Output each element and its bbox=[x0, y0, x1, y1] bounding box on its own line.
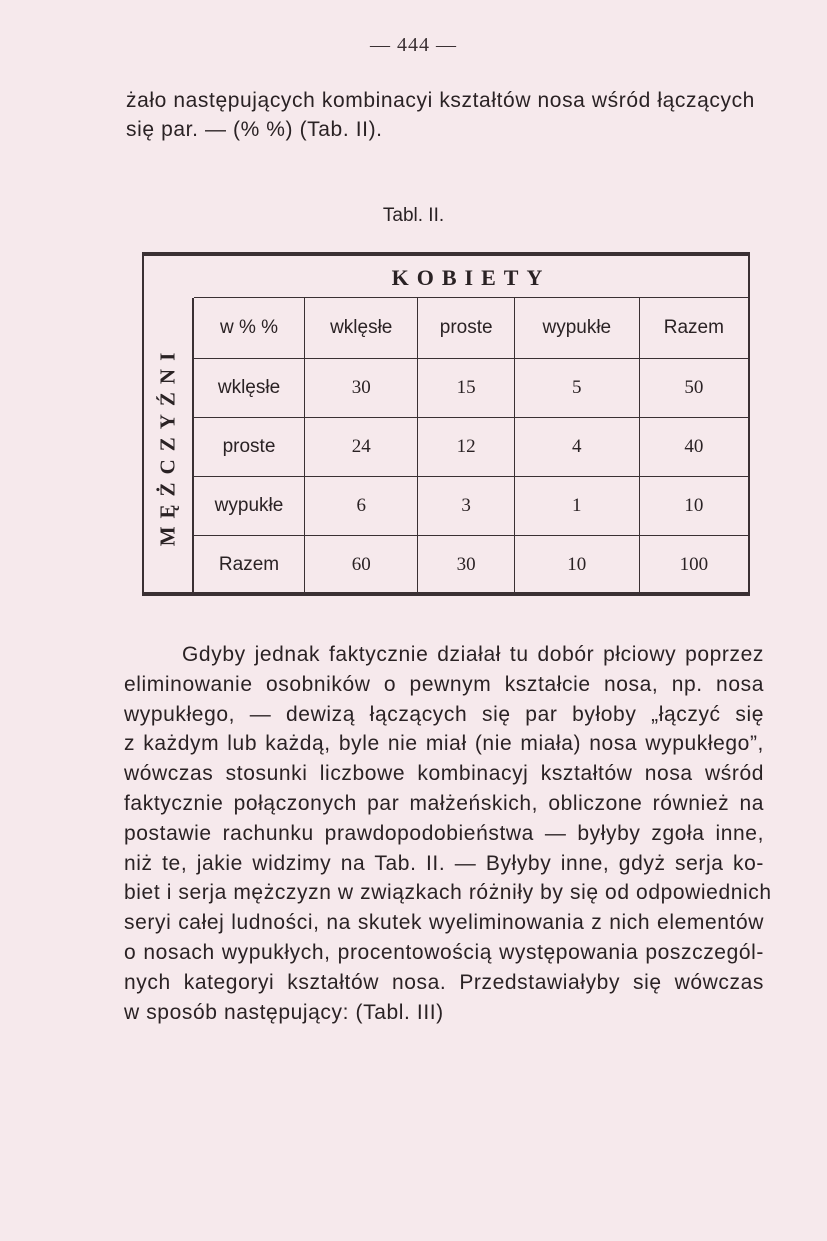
table-cell: 50 bbox=[639, 359, 748, 418]
table-cell: 10 bbox=[514, 536, 639, 595]
row-label: wypukłe bbox=[194, 477, 305, 536]
table-grid bbox=[194, 298, 748, 594]
body-line: eliminowanie osobników o pewnym kształcie nosa, np. nosa bbox=[124, 672, 764, 696]
row-axis-label bbox=[144, 298, 194, 592]
body-line: seryi całej ludności, na skutek wyeliminowania z nich elementów bbox=[124, 911, 764, 935]
header-cell: Razem bbox=[639, 298, 748, 359]
body-line: Gdyby jednak faktycznie działał tu dobór płciowy poprzez bbox=[182, 643, 764, 666]
body-line: z każdym lub każdą, byle nie miał (nie miała) nosa wypukłego”, bbox=[124, 732, 764, 756]
intro-paragraph bbox=[126, 86, 768, 144]
body-line: biet i serja mężczyzn w związkach różniły by się od odpowiednich bbox=[124, 881, 772, 905]
table-cell: 60 bbox=[305, 536, 418, 595]
body-line: w sposób następujący: (Tabl. III) bbox=[124, 1000, 444, 1024]
table-cell: 100 bbox=[639, 536, 748, 595]
body-line: o nosach wypukłych, procentowością występowania poszczegól- bbox=[124, 940, 764, 964]
body-line: niż te, jakie widzimy na Tab. II. — Byłyby inne, gdyż serja ko- bbox=[124, 851, 764, 875]
body-line: wypukłego, — dewizą łączących się par byłoby „łączyć się bbox=[124, 702, 764, 726]
intro-line: się par. — (% %) (Tab. II). bbox=[126, 118, 383, 141]
body-paragraph bbox=[124, 640, 772, 1027]
header-cell: wypukłe bbox=[514, 298, 639, 359]
table-cell: 5 bbox=[514, 359, 639, 418]
row-label: wklęsłe bbox=[194, 359, 305, 418]
row-label: Razem bbox=[194, 536, 305, 595]
data-table bbox=[142, 252, 750, 596]
body-line: wówczas stosunki liczbowe kombinacyj kształtów nosa wśród bbox=[124, 762, 764, 786]
table-cell: 30 bbox=[305, 359, 418, 418]
table-cell: 30 bbox=[418, 536, 514, 595]
table-row bbox=[194, 477, 748, 536]
table-row bbox=[194, 536, 748, 595]
table-cell: 6 bbox=[305, 477, 418, 536]
body-line: faktycznie połączonych par małżeńskich, obliczone również na bbox=[124, 791, 764, 815]
table-row bbox=[194, 359, 748, 418]
column-axis-label: KOBIETY bbox=[194, 256, 748, 298]
table-cell: 3 bbox=[418, 477, 514, 536]
table-cell: 24 bbox=[305, 418, 418, 477]
table-cell: 12 bbox=[418, 418, 514, 477]
row-axis-text: MĘŻCZYŹNI bbox=[155, 344, 180, 546]
table-cell: 1 bbox=[514, 477, 639, 536]
body-line: nych kategoryi kształtów nosa. Przedstawiałyby się wówczas bbox=[124, 970, 764, 994]
table-cell: 15 bbox=[418, 359, 514, 418]
table-caption: Tabl. II. bbox=[382, 205, 445, 226]
table-cell: 4 bbox=[514, 418, 639, 477]
body-line: postawie rachunku prawdopodobieństwa — byłyby zgoła inne, bbox=[124, 821, 764, 845]
row-label: proste bbox=[194, 418, 305, 477]
header-cell: wklęsłe bbox=[305, 298, 418, 359]
header-cell: w % % bbox=[194, 298, 305, 359]
intro-line: żało następujących kombinacyi kształtów nosa wśród łączących bbox=[126, 89, 755, 112]
table-header-row bbox=[194, 298, 748, 359]
page-number: — 444 — bbox=[370, 34, 457, 56]
table-row bbox=[194, 418, 748, 477]
table-cell: 10 bbox=[639, 477, 748, 536]
table-cell: 40 bbox=[639, 418, 748, 477]
header-cell: proste bbox=[418, 298, 514, 359]
